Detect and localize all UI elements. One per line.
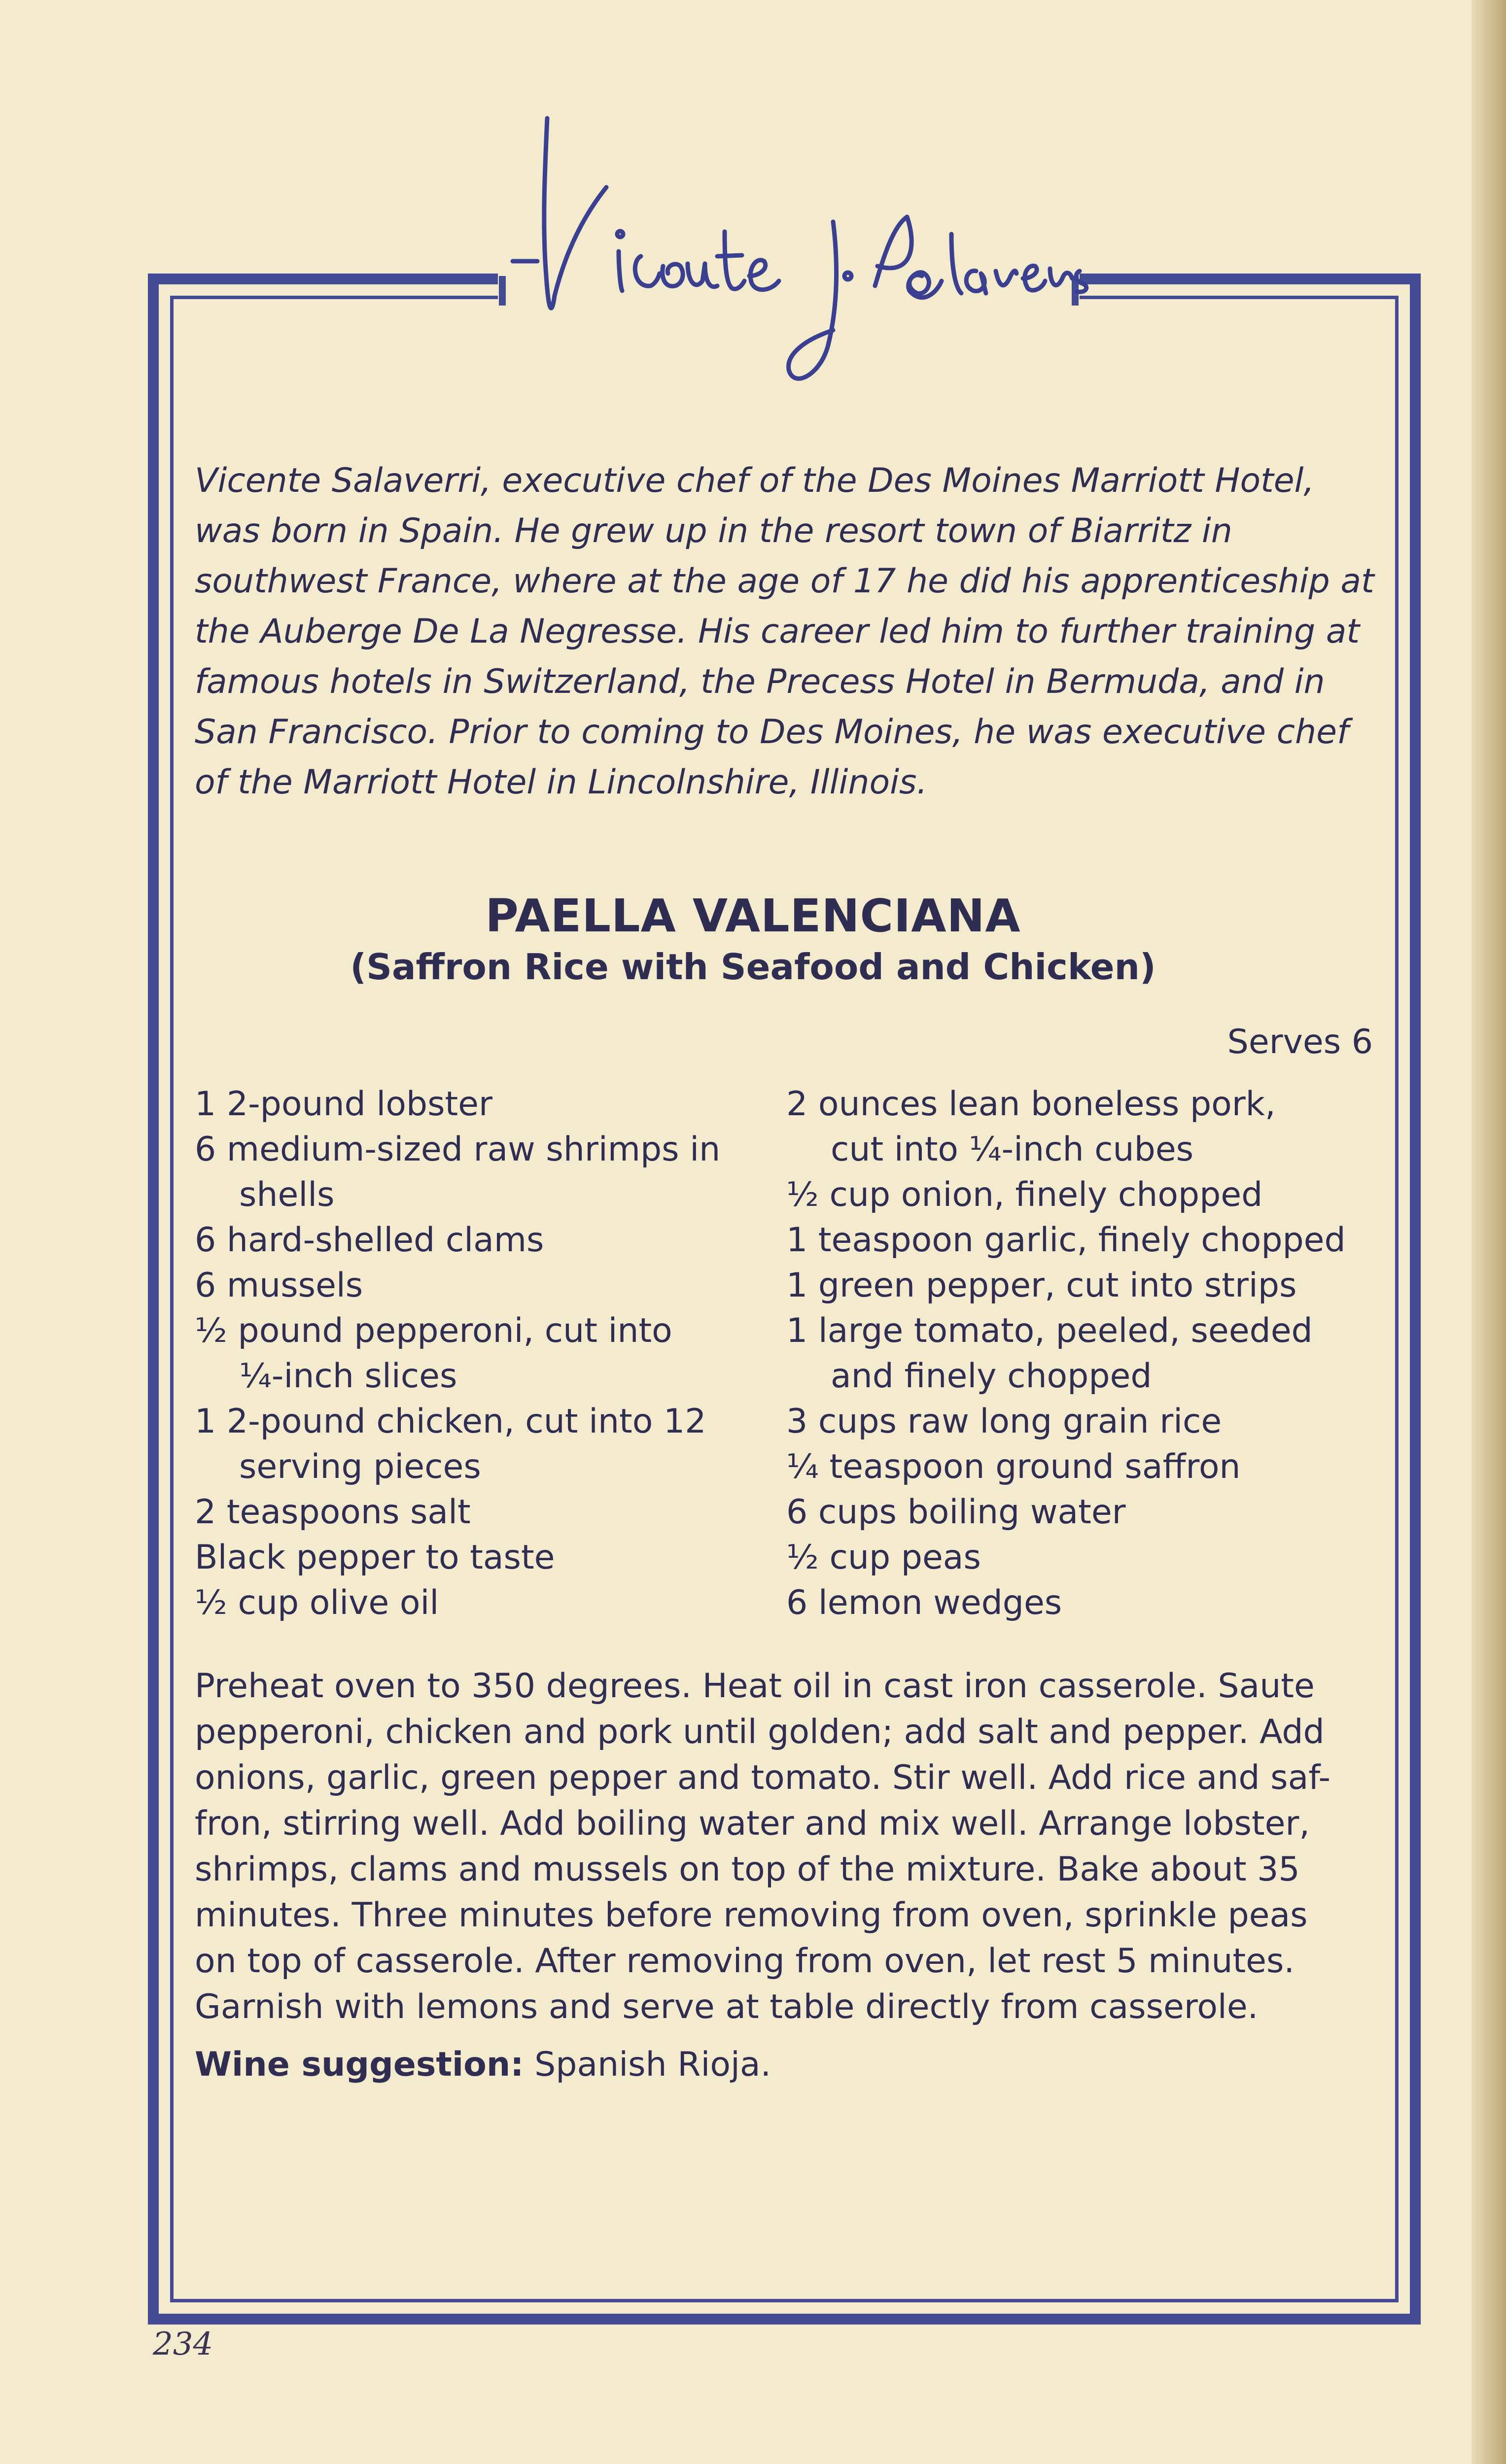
- method-line: fron, stirring well. Add boiling water and mix well. Arrange lobster,: [195, 1804, 1310, 1843]
- ingredient-line: 3 cups raw long grain rice: [786, 1402, 1222, 1441]
- ingredient-line: 1 green pepper, cut into strips: [786, 1266, 1297, 1305]
- method-line: shrimps, clams and mussels on top of the mixture. Bake about 35: [195, 1850, 1300, 1889]
- page-number: 234: [153, 2326, 213, 2362]
- ingredients-right-column: [786, 1082, 1417, 1626]
- ingredient-line: 1 2-pound lobster: [195, 1085, 492, 1124]
- bio-line: of the Marriott Hotel in Lincolnshire, Illinois.: [195, 763, 928, 802]
- method-line: on top of casserole. After removing from oven, let rest 5 minutes.: [195, 1942, 1295, 1981]
- ingredient-line: ½ cup olive oil: [195, 1583, 439, 1622]
- ingredient-line: ¼ teaspoon ground saffron: [786, 1447, 1241, 1486]
- ingredient-line: 2 teaspoons salt: [195, 1493, 471, 1532]
- ingredient-line: 1 2-pound chicken, cut into 12: [195, 1402, 706, 1441]
- ingredient-line: ½ cup peas: [786, 1538, 981, 1577]
- recipe-method: [195, 1663, 1383, 2030]
- bio-line: San Francisco. Prior to coming to Des Moines, he was executive chef: [195, 713, 1349, 752]
- chef-biography: [195, 456, 1378, 808]
- ingredient-line: ½ cup onion, finely chopped: [786, 1175, 1263, 1214]
- method-line: Preheat oven to 350 degrees. Heat oil in cast iron casserole. Saute: [195, 1667, 1315, 1706]
- ingredient-line: 2 ounces lean boneless pork,: [786, 1085, 1276, 1124]
- ingredient-line: 6 cups boiling water: [786, 1493, 1126, 1532]
- wine-suggestion-label: Wine suggestion:: [195, 2045, 524, 2084]
- ingredient-line: shells: [239, 1175, 335, 1214]
- bio-line: southwest France, where at the age of 17 he did his apprenticeship at: [195, 562, 1374, 601]
- ingredient-line: serving pieces: [239, 1447, 481, 1486]
- method-line: Garnish with lemons and serve at table directly from casserole.: [195, 1987, 1259, 2026]
- ingredient-line: and finely chopped: [831, 1357, 1152, 1396]
- ingredient-line: ½ pound pepperoni, cut into: [195, 1311, 672, 1350]
- recipe-title: PAELLA VALENCIANA: [485, 890, 1021, 942]
- ingredient-line: ¼-inch slices: [239, 1357, 457, 1396]
- recipe-subtitle: (Saffron Rice with Seafood and Chicken): [350, 946, 1156, 988]
- recipe-servings: Serves 6: [1227, 1023, 1373, 1061]
- ingredients-left-column: [195, 1082, 786, 1626]
- chef-signature: [493, 99, 1094, 444]
- bio-line: the Auberge De La Negresse. His career led him to further training at: [195, 612, 1360, 651]
- ingredient-line: 1 teaspoon garlic, finely chopped: [786, 1221, 1346, 1260]
- bio-line: Vicente Salaverri, executive chef of the Des Moines Marriott Hotel,: [195, 461, 1315, 500]
- ingredient-line: 6 lemon wedges: [786, 1583, 1062, 1622]
- ingredient-line: 6 mussels: [195, 1266, 363, 1305]
- book-binding-edge: [1471, 0, 1506, 2464]
- ingredient-line: Black pepper to taste: [195, 1538, 555, 1577]
- ingredient-line: 6 medium-sized raw shrimps in: [195, 1130, 721, 1169]
- bio-line: was born in Spain. He grew up in the resort town of Biarritz in: [195, 512, 1232, 550]
- method-line: pepperoni, chicken and pork until golden; add salt and pepper. Add: [195, 1712, 1325, 1751]
- method-line: minutes. Three minutes before removing from oven, sprinkle peas: [195, 1896, 1308, 1935]
- ingredient-line: cut into ¼-inch cubes: [831, 1130, 1194, 1169]
- wine-suggestion-value: Spanish Rioja.: [534, 2045, 771, 2084]
- wine-suggestion: [195, 2045, 771, 2084]
- bio-line: famous hotels in Switzerland, the Precess Hotel in Bermuda, and in: [195, 662, 1325, 701]
- ingredient-line: 1 large tomato, peeled, seeded: [786, 1311, 1313, 1350]
- ingredient-line: 6 hard-shelled clams: [195, 1221, 544, 1260]
- method-line: onions, garlic, green pepper and tomato. Stir well. Add rice and saf-: [195, 1758, 1331, 1797]
